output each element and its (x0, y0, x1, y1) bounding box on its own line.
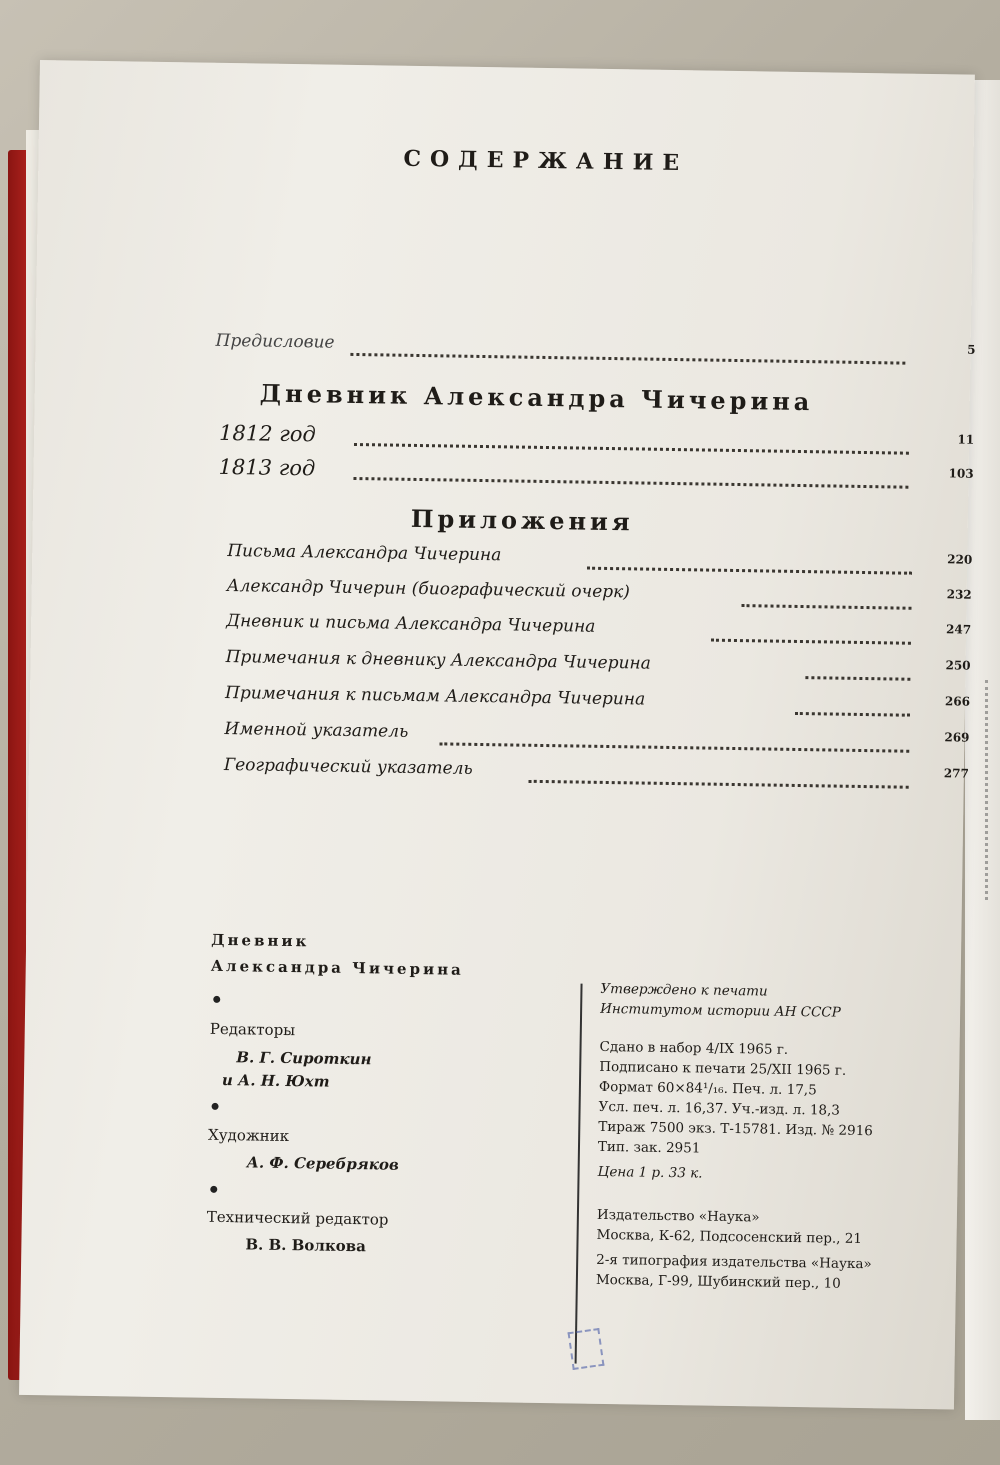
imprint-approved: Институтом истории АН СССР (600, 1000, 841, 1021)
toc-title: СОДЕРЖАНИЕ (403, 145, 689, 177)
section-heading-appendix: Приложения (410, 503, 634, 537)
imprint-publisher: Москва, К-62, Подсосенский пер., 21 (596, 1226, 863, 1248)
section-heading-diary: Дневник Александра Чичерина (259, 378, 814, 417)
toc-entry-page: 266 (944, 694, 971, 709)
toc-entry-label: Александр Чичерин (биографический очерк) (226, 575, 631, 603)
book-page (19, 60, 975, 1410)
leader-dots (439, 726, 909, 752)
toc-entry-page: 250 (945, 658, 971, 673)
toc-entry-label: Предисловие (215, 330, 335, 353)
imprint-book-title: Дневник (211, 930, 310, 951)
toc-entry-label: Письма Александра Чичерина (227, 541, 502, 566)
toc-entry-label: Примечания к письмам Александра Чичерина (224, 682, 646, 710)
toc-entry-page: 247 (945, 622, 972, 637)
imprint-artist-label: Художник (207, 1125, 290, 1146)
imprint-book-title: Александра Чичерина (210, 956, 464, 979)
toc-entry-label: Примечания к дневнику Александра Чичерина (225, 646, 651, 674)
imprint-tech-editor-label: Технический редактор (206, 1207, 389, 1229)
imprint-editor: В. Г. Сироткин (236, 1048, 372, 1069)
toc-entry-preface (35, 328, 975, 373)
bullet-mark (212, 1103, 219, 1110)
imprint-line: Формат 60×84¹/₁₆. Печ. л. 17,5 (598, 1078, 817, 1099)
imprint-approved: Утверждено к печати (600, 980, 768, 1000)
toc-entry-page: 220 (947, 552, 973, 567)
imprint-line: Сдано в набор 4/IX 1965 г. (599, 1038, 789, 1058)
toc-entry-page: 269 (944, 730, 970, 745)
toc-entry-label: 1812 год (218, 420, 317, 447)
imprint-printer: 2-я типография издательства «Наука» (596, 1251, 872, 1273)
imprint-line: Подписано к печати 25/XII 1965 г. (599, 1058, 847, 1079)
imprint-tech-editor: В. В. Волкова (245, 1235, 367, 1256)
leader-dots (741, 588, 911, 610)
toc-entry-label: Географический указатель (223, 754, 473, 779)
toc-entry-page: 277 (943, 766, 970, 781)
imprint-line: Тираж 7500 экз. Т-15781. Изд. № 2916 (598, 1118, 873, 1140)
leader-dots (805, 660, 910, 681)
toc-entry-page: 5 (967, 342, 976, 357)
imprint-divider (575, 984, 583, 1364)
bullet-mark (210, 1186, 217, 1193)
imprint-editors-label: Редакторы (209, 1019, 296, 1040)
toc-entry-label: Дневник и письма Александра Чичерина (226, 610, 596, 637)
imprint-artist: А. Ф. Серебряков (246, 1153, 399, 1174)
imprint-printer: Москва, Г-99, Шубинский пер., 10 (595, 1271, 841, 1292)
leader-dots (353, 461, 908, 489)
imprint-price: Цена 1 р. 33 к. (597, 1163, 703, 1182)
toc-entry-page: 11 (957, 432, 975, 447)
toc-entry-appendix (29, 752, 969, 797)
leader-dots (587, 551, 912, 575)
leader-dots (350, 337, 905, 365)
imprint-line: Тип. зак. 2951 (597, 1138, 701, 1157)
imprint-editor: и А. Н. Юхт (221, 1070, 330, 1091)
toc-entry-page: 232 (946, 587, 972, 602)
library-stamp (568, 1328, 605, 1370)
bullet-mark (213, 996, 220, 1003)
toc-entry-label: 1813 год (218, 454, 316, 481)
leader-dots (711, 623, 911, 645)
imprint-publisher: Издательство «Наука» (596, 1206, 760, 1226)
imprint-line: Усл. печ. л. 16,37. Уч.-изд. л. 18,3 (598, 1098, 841, 1119)
leader-dots (354, 427, 909, 455)
toc-entry-label: Именной указатель (224, 718, 409, 742)
leader-dots (795, 696, 910, 717)
toc-entry-page: 103 (948, 466, 974, 481)
leader-dots (529, 764, 909, 789)
